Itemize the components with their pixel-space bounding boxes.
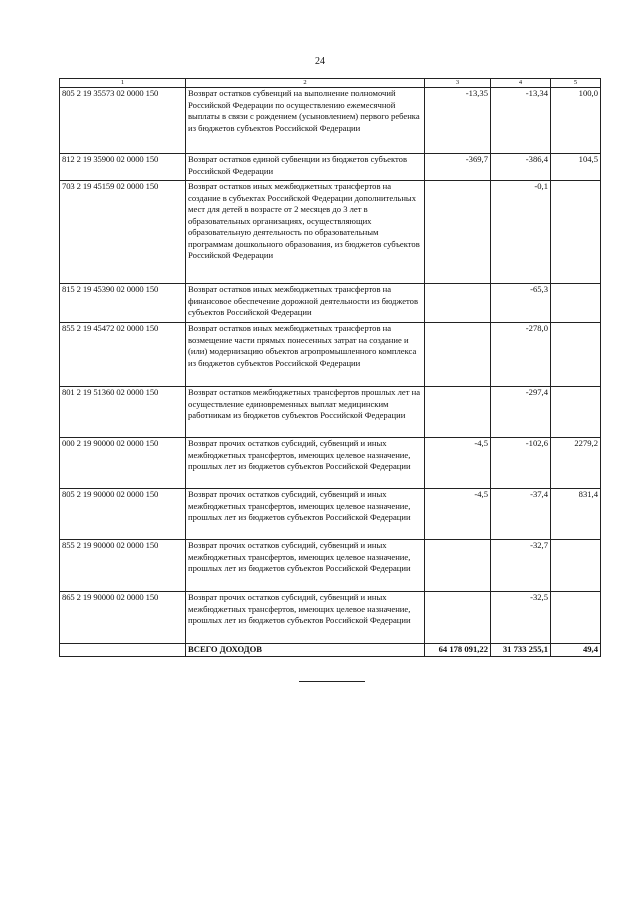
budget-code: 801 2 19 51360 02 0000 150 [60, 387, 186, 438]
percent-value: 100,0 [551, 88, 601, 154]
plan-value: -4,5 [425, 489, 491, 540]
actual-value: -102,6 [491, 438, 551, 489]
total-actual: 31 733 255,1 [491, 644, 551, 657]
plan-value [425, 540, 491, 592]
budget-code: 703 2 19 45159 02 0000 150 [60, 181, 186, 284]
percent-value: 2279,2 [551, 438, 601, 489]
row-description: Возврат прочих остатков субсидий, субвенций и иных межбюджетных трансфертов, имеющих целевое назначение, прошлых лет из бюджетов субъектов Российской Федерации [186, 438, 425, 489]
total-label: ВСЕГО ДОХОДОВ [186, 644, 425, 657]
table-row [60, 181, 601, 284]
table-row [60, 438, 601, 489]
row-description: Возврат остатков иных межбюджетных трансфертов на создание в субъектах Российской Федерации дополнительных мест для детей в возрасте от 2 месяцев до 3 лет в образовательных организациях, осуществляющих образовательную деятельность по образовательным программам дошкольного образования, из бюджетов субъектов Российской Федерации [186, 181, 425, 284]
table-row [60, 489, 601, 540]
row-description: Возврат остатков иных межбюджетных трансфертов на возмещение части прямых понесенных затрат на создание и (или) модернизацию объектов агропромышленного комплекса из бюджетов субъектов Российской Федерации [186, 323, 425, 387]
percent-value [551, 284, 601, 323]
total-row [60, 644, 601, 657]
budget-code: 805 2 19 90000 02 0000 150 [60, 489, 186, 540]
plan-value [425, 284, 491, 323]
actual-value: -32,7 [491, 540, 551, 592]
percent-value [551, 323, 601, 387]
actual-value: -297,4 [491, 387, 551, 438]
budget-code: 855 2 19 45472 02 0000 150 [60, 323, 186, 387]
column-number: 3 [425, 79, 491, 88]
percent-value: 104,5 [551, 154, 601, 181]
total-plan: 64 178 091,22 [425, 644, 491, 657]
row-description: Возврат остатков субвенций на выполнение полномочий Российской Федерации по осуществлению ежемесячной выплаты в связи с рождением (усыновлением) первого ребенка из бюджетов субъектов Российской Федерации [186, 88, 425, 154]
table-row [60, 323, 601, 387]
separator-line [299, 681, 365, 682]
percent-value [551, 387, 601, 438]
column-number: 1 [60, 79, 186, 88]
plan-value [425, 181, 491, 284]
actual-value: -386,4 [491, 154, 551, 181]
plan-value [425, 323, 491, 387]
actual-value: -65,3 [491, 284, 551, 323]
row-description: Возврат остатков единой субвенции из бюджетов субъектов Российской Федерации [186, 154, 425, 181]
plan-value: -4,5 [425, 438, 491, 489]
table-row [60, 540, 601, 592]
budget-code: 815 2 19 45390 02 0000 150 [60, 284, 186, 323]
actual-value: -32,5 [491, 592, 551, 644]
column-number: 2 [186, 79, 425, 88]
column-number: 5 [551, 79, 601, 88]
actual-value: -13,34 [491, 88, 551, 154]
table-row [60, 592, 601, 644]
actual-value: -278,0 [491, 323, 551, 387]
row-description: Возврат прочих остатков субсидий, субвенций и иных межбюджетных трансфертов, имеющих целевое назначение, прошлых лет из бюджетов субъектов Российской Федерации [186, 489, 425, 540]
row-description: Возврат прочих остатков субсидий, субвенций и иных межбюджетных трансфертов, имеющих целевое назначение, прошлых лет из бюджетов субъектов Российской Федерации [186, 540, 425, 592]
column-number: 4 [491, 79, 551, 88]
table-row [60, 88, 601, 154]
plan-value: -13,35 [425, 88, 491, 154]
percent-value: 831,4 [551, 489, 601, 540]
budget-code: 865 2 19 90000 02 0000 150 [60, 592, 186, 644]
row-description: Возврат остатков межбюджетных трансфертов прошлых лет на осуществление единовременных выплат медицинским работникам из бюджетов субъектов Российской Федерации [186, 387, 425, 438]
table-row [60, 154, 601, 181]
budget-code: 812 2 19 35900 02 0000 150 [60, 154, 186, 181]
total-percent: 49,4 [551, 644, 601, 657]
table-row [60, 387, 601, 438]
table-row [60, 284, 601, 323]
percent-value [551, 540, 601, 592]
row-description: Возврат остатков иных межбюджетных трансфертов на финансовое обеспечение дорожной деятельности из бюджетов субъектов Российской Федерации [186, 284, 425, 323]
percent-value [551, 181, 601, 284]
budget-code: 855 2 19 90000 02 0000 150 [60, 540, 186, 592]
actual-value: -0,1 [491, 181, 551, 284]
plan-value [425, 592, 491, 644]
budget-code: 000 2 19 90000 02 0000 150 [60, 438, 186, 489]
budget-code: 805 2 19 35573 02 0000 150 [60, 88, 186, 154]
percent-value [551, 592, 601, 644]
revenue-table [59, 78, 601, 657]
actual-value: -37,4 [491, 489, 551, 540]
row-description: Возврат прочих остатков субсидий, субвенций и иных межбюджетных трансфертов, имеющих целевое назначение, прошлых лет из бюджетов субъектов Российской Федерации [186, 592, 425, 644]
page-number: 24 [315, 56, 325, 67]
plan-value [425, 387, 491, 438]
total-code-cell [60, 644, 186, 657]
column-number-row [60, 79, 601, 88]
plan-value: -369,7 [425, 154, 491, 181]
